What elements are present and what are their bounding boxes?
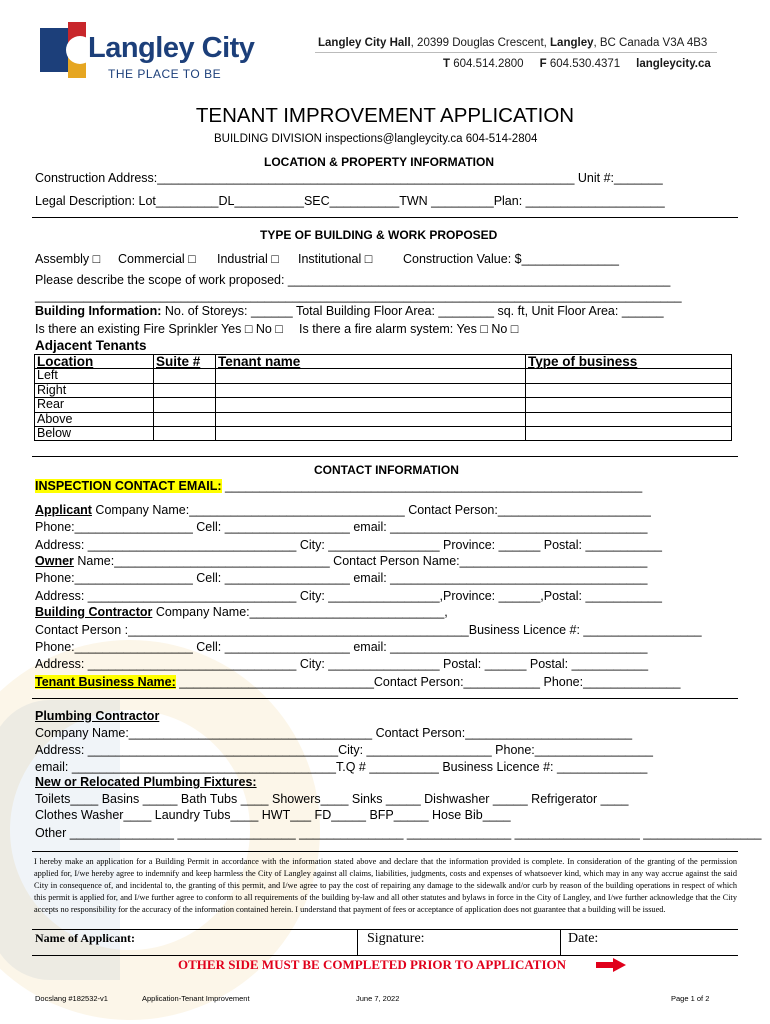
construction-address-field[interactable]: Construction Address:____________________________________________________________ Unit #:_______ — [35, 171, 663, 185]
assembly-checkbox[interactable]: Assembly □ — [35, 252, 101, 266]
contractor-phone-field[interactable]: Phone:_________________ Cell: __________________ email: _____________________________________ — [35, 640, 648, 654]
row-label: Above — [35, 412, 154, 426]
scope-field-line-2[interactable]: _____________________________________________________________________________________________ — [35, 289, 682, 303]
table-header-row — [35, 355, 732, 369]
tenant-business-rest: ____________________________Contact Person:___________ Phone:______________ — [175, 675, 681, 689]
section-divider-4 — [32, 851, 738, 852]
applicant-name-field[interactable]: Name of Applicant: — [35, 931, 135, 945]
commercial-checkbox[interactable]: Commercial □ — [118, 252, 196, 266]
footer-doc-name: Application-Tenant Improvement — [142, 994, 250, 1003]
applicant-address-field[interactable]: Address: ______________________________ City: ________________ Province: ______ Postal: ___________ — [35, 538, 662, 552]
contractor-label: Building Contractor — [35, 605, 153, 619]
tenant-name-cell[interactable] — [216, 398, 526, 412]
section-divider-3 — [32, 698, 738, 699]
inspection-email-label: INSPECTION CONTACT EMAIL: — [35, 479, 222, 493]
institutional-checkbox[interactable]: Institutional □ — [298, 252, 373, 266]
building-type-heading: TYPE OF BUILDING & WORK PROPOSED — [260, 228, 498, 242]
tel-number: 604.514.2800 — [453, 58, 524, 70]
tenant-name-cell[interactable] — [216, 369, 526, 383]
row-label: Rear — [35, 398, 154, 412]
table-row — [35, 412, 732, 426]
owner-phone-field[interactable]: Phone:_________________ Cell: __________________ email: _____________________________________ — [35, 571, 648, 585]
applicant-label: Applicant — [35, 503, 92, 517]
address-bold-city: Langley — [550, 37, 594, 49]
fire-alarm-question[interactable]: Is there a fire alarm system: Yes □ No □ — [299, 322, 519, 336]
contact-line — [443, 58, 711, 70]
business-type-cell[interactable] — [526, 383, 732, 397]
footer-page-number: Page 1 of 2 — [671, 994, 710, 1003]
suite-cell[interactable] — [154, 398, 216, 412]
business-type-cell[interactable] — [526, 427, 732, 441]
business-type-cell[interactable] — [526, 412, 732, 426]
form-subtitle: BUILDING DIVISION inspections@langleycity.ca 604-514-2804 — [214, 133, 538, 145]
header-rule-left — [315, 52, 717, 53]
row-label: Right — [35, 383, 154, 397]
footer-doc-id: Docslang #182532-v1 — [35, 994, 108, 1003]
row-label: Left — [35, 369, 154, 383]
tenant-business-label: Tenant Business Name: — [35, 675, 176, 689]
owner-name-field[interactable] — [35, 554, 647, 568]
adjacent-tenants-table — [34, 354, 732, 441]
signature-divider-1 — [357, 929, 358, 955]
logo-wordmark: Langley City — [88, 32, 255, 64]
contractor-company-rest: Company Name:____________________________, — [152, 605, 448, 619]
business-type-cell[interactable] — [526, 398, 732, 412]
column-header-suite: Suite # — [154, 355, 216, 369]
suite-cell[interactable] — [154, 369, 216, 383]
signature-rule — [32, 929, 738, 930]
industrial-checkbox[interactable]: Industrial □ — [217, 252, 279, 266]
plumbing-heading: Plumbing Contractor — [35, 709, 160, 723]
column-header-business-type: Type of business — [526, 355, 732, 369]
legal-description-field[interactable]: Legal Description: Lot_________DL__________SEC__________TWN _________Plan: ____________________ — [35, 194, 665, 208]
owner-name-rest: Name:_______________________________ Contact Person Name:___________________________ — [73, 554, 648, 568]
building-information-rest: No. of Storeys: ______ Total Building Floor Area: ________ sq. ft, Unit Floor Area: ______ — [161, 304, 664, 318]
table-row — [35, 427, 732, 441]
fax-number: 604.530.4371 — [549, 58, 621, 70]
tenant-name-cell[interactable] — [216, 412, 526, 426]
column-header-tenant-name: Tenant name — [216, 355, 526, 369]
applicant-phone-field[interactable]: Phone:_________________ Cell: __________________ email: _____________________________________ — [35, 520, 648, 534]
inspection-email-line: ____________________________________________________________ — [221, 479, 643, 493]
adjacent-tenants-heading: Adjacent Tenants — [35, 338, 147, 353]
logo-tagline: THE PLACE TO BE — [108, 67, 222, 81]
suite-cell[interactable] — [154, 383, 216, 397]
building-information-field[interactable] — [35, 304, 664, 318]
date-field[interactable]: Date: — [568, 931, 599, 946]
tenant-name-cell[interactable] — [216, 383, 526, 397]
section-divider-2 — [32, 456, 738, 457]
sprinkler-question[interactable]: Is there an existing Fire Sprinkler Yes □ No □ — [35, 322, 283, 336]
fixtures-heading: New or Relocated Plumbing Fixtures: — [35, 775, 257, 789]
right-arrow-icon — [596, 958, 626, 972]
address-rest-2: , BC Canada V3A 4B3 — [593, 37, 708, 49]
declaration-text: I hereby make an application for a Building Permit in accordance with the information stated above and declare that the information provided is complete. In consideration of the granting of the permission applied for, I/we hereby agree to indemnify and keep harmless the City of Langley against all claims, liabilities, judgments, costs and expenses of whatsoever kind, which may in any way accrue against the said City in consequence of, and incidental to, the granting of this permit, and I/we agree to pay the cost of repairing any damage to the sidewalk and/or curb by reason of the building operations in respect of which this permit is applied for, and I/we further agree to conform to all requirements of the building by-law and all other statutes and bylaws in force in the City of Langley, and I/we further acknowledge that the City accepts no responsibility for the accuracy of the information contained herein. I understand that payment of fees or acceptance of application does not guarantee that a building will be issued. — [34, 857, 737, 915]
footer-date: June 7, 2022 — [356, 994, 400, 1003]
inspection-email-field[interactable] — [35, 479, 642, 493]
scope-field[interactable]: Please describe the scope of work proposed: _______________________________________________________ — [35, 273, 671, 287]
fixtures-line-1[interactable]: Toilets____ Basins _____ Bath Tubs ____ Showers____ Sinks _____ Dishwasher _____ Refrigerator ____ — [35, 792, 629, 806]
contractor-address-field[interactable]: Address: ______________________________ City: ________________ Postal: ______ Postal: ___________ — [35, 657, 649, 671]
suite-cell[interactable] — [154, 412, 216, 426]
signature-field[interactable]: Signature: — [367, 931, 425, 946]
section-divider-1 — [32, 217, 738, 218]
tenant-business-field[interactable] — [35, 675, 680, 689]
website-link[interactable]: langleycity.ca — [636, 58, 711, 70]
tel-label: T — [443, 58, 451, 70]
address-bold: Langley City Hall — [318, 37, 411, 49]
city-hall-address — [318, 37, 707, 49]
fixtures-other[interactable]: Other _______________ _________________ _______________ _______________ __________________ _________________ — [35, 826, 762, 840]
plumbing-company-field[interactable]: Company Name:___________________________________ Contact Person:________________________ — [35, 726, 633, 740]
signature-bottom-rule — [32, 955, 738, 956]
form-title: TENANT IMPROVEMENT APPLICATION — [195, 104, 575, 127]
location-heading: LOCATION & PROPERTY INFORMATION — [264, 155, 494, 169]
owner-label: Owner — [35, 554, 74, 568]
contact-heading: CONTACT INFORMATION — [314, 463, 459, 477]
suite-cell[interactable] — [154, 427, 216, 441]
completion-notice: OTHER SIDE MUST BE COMPLETED PRIOR TO APPLICATION — [178, 957, 567, 972]
contractor-contact-field[interactable]: Contact Person :_________________________________________________Business Licence #: _________________ — [35, 623, 702, 637]
table-row — [35, 398, 732, 412]
plumbing-email-field[interactable]: email: ______________________________________T.Q # __________ Business Licence #: _____________ — [35, 760, 648, 774]
column-header-location: Location — [35, 355, 154, 369]
building-information-label: Building Information: — [35, 304, 162, 318]
address-rest: , 20399 Douglas Crescent, — [410, 37, 551, 49]
fax-label: F — [539, 58, 547, 70]
applicant-company-rest: Company Name:_______________________________ Contact Person:______________________ — [91, 503, 651, 517]
tenant-name-cell[interactable] — [216, 427, 526, 441]
city-logo — [40, 22, 260, 86]
row-label: Below — [35, 427, 154, 441]
table-row — [35, 383, 732, 397]
applicant-company-field[interactable] — [35, 503, 651, 517]
owner-address-field[interactable]: Address: ______________________________ City: ________________,Province: ______,Postal: ___________ — [35, 589, 662, 603]
plumbing-address-field[interactable]: Address: ____________________________________City: __________________ Phone:_________________ — [35, 743, 653, 757]
contractor-company-field[interactable] — [35, 605, 448, 619]
fixtures-line-2[interactable]: Clothes Washer____ Laundry Tubs____ HWT___ FD_____ BFP_____ Hose Bib____ — [35, 808, 511, 822]
construction-value-field[interactable]: Construction Value: $______________ — [403, 252, 619, 266]
signature-divider-2 — [560, 929, 561, 955]
table-row — [35, 369, 732, 383]
business-type-cell[interactable] — [526, 369, 732, 383]
